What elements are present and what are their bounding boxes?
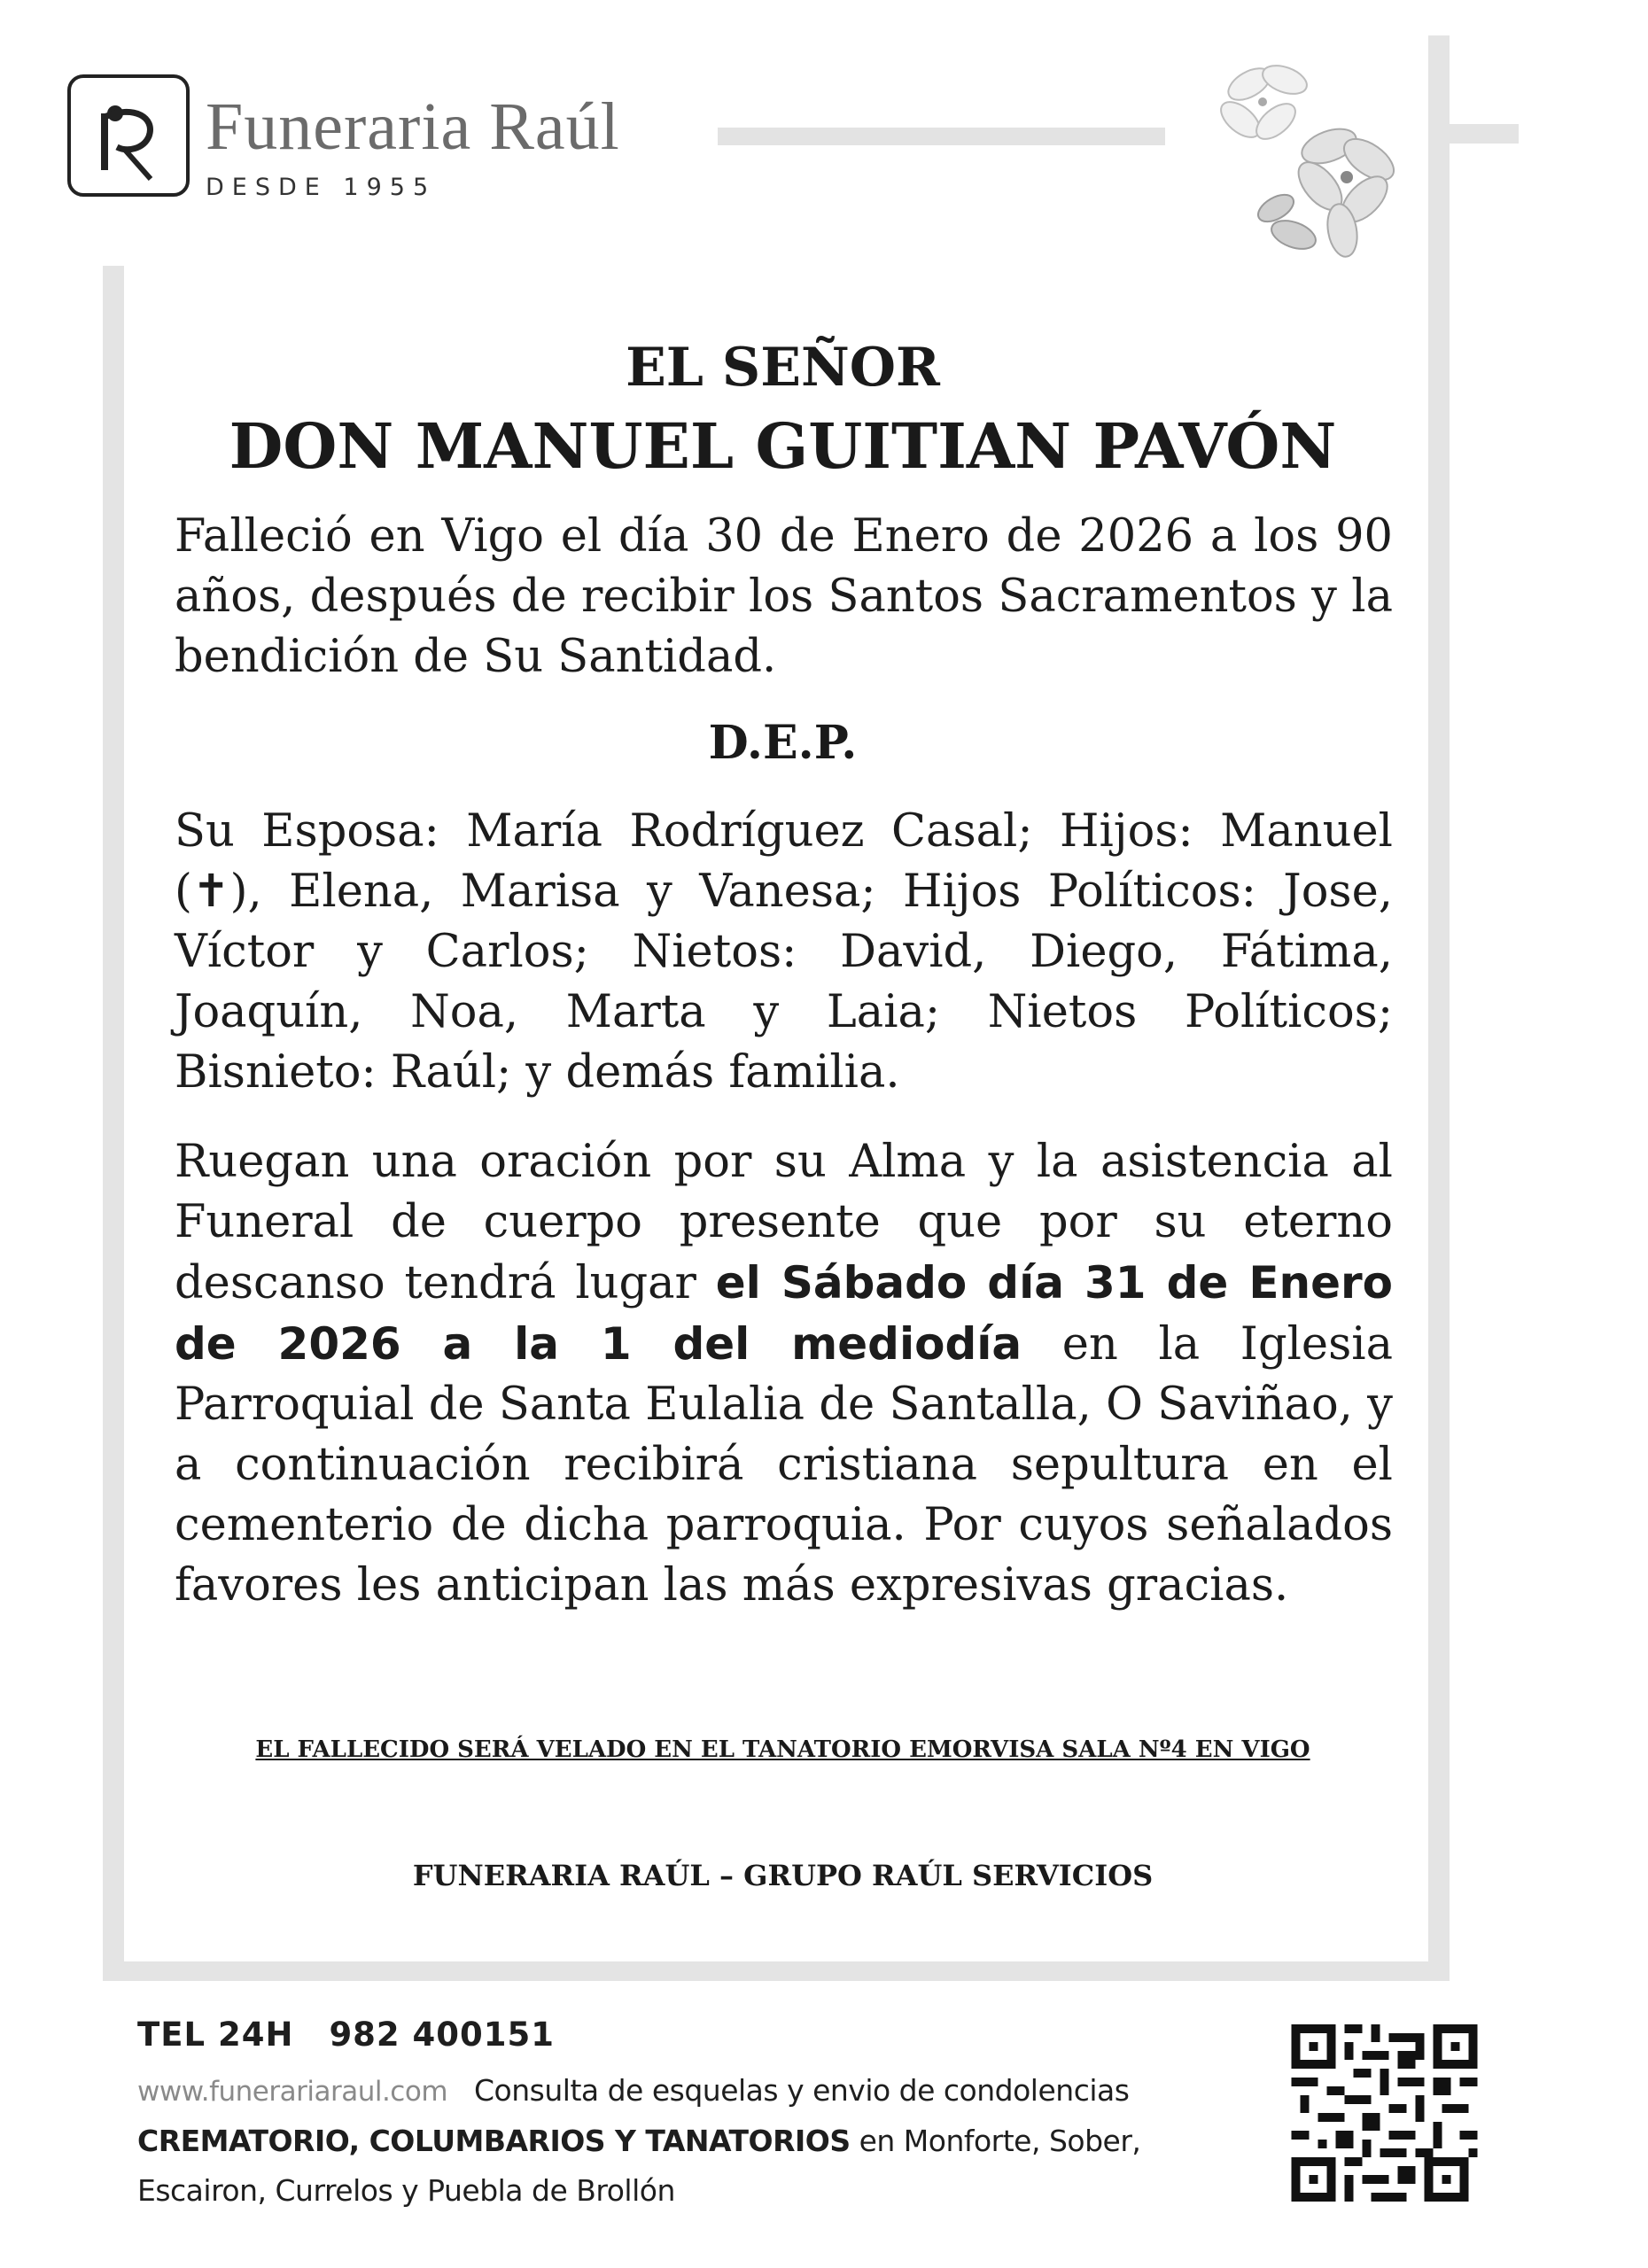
brand-name: Funeraria Raúl: [206, 89, 620, 164]
phone-line: [137, 2016, 1227, 2054]
family-text-before: Su Esposa: María Rodríguez Casal; Hijos: Manuel (: [175, 805, 1393, 918]
footer-text-2: en Monforte, Sober, Escairon, Currelos y Puebla de Brollón: [137, 2124, 1141, 2208]
phone-label: TEL 24H: [137, 2016, 294, 2054]
funeral-intro: Ruegan una oración por su Alma y la asistencia al Funeral de cuerpo presente que por su eterno descanso tendrá lugar: [175, 1136, 1393, 1309]
qr-code[interactable]: [1289, 2024, 1480, 2202]
footer-text-1: Consulta de esquelas y envio de condolencias: [474, 2073, 1130, 2108]
footer-services: CREMATORIO, COLUMBARIOS Y TANATORIOS: [137, 2124, 851, 2158]
funeral-rest: en la Iglesia Parroquial de Santa Eulalia de Santalla, O Saviñao, y a continuación recibirá cristiana sepultura en el cementerio de dicha parroquia. Por cuyos señalados favores les anticipan las más expresivas gracias.: [175, 1318, 1393, 1612]
cross-vertical-bar: [1428, 35, 1450, 1980]
family-text-after: ), Elena, Marisa y Vanesa; Hijos Políticos: Jose, Víctor y Carlos; Nietos: David, Diego, Fátima, Joaquín, Noa, Marta y Laia; Nietos Políticos; Bisnieto: Raúl; y demás familia.: [175, 866, 1393, 1099]
flowers-decoration: [1187, 49, 1409, 279]
notice-title-honorific: EL SEÑOR: [626, 337, 940, 399]
notice-title-name: DON MANUEL GUITIAN PAVÓN: [229, 409, 1337, 483]
frame-bottom-border: [103, 1961, 1450, 1981]
header-divider: [718, 128, 1165, 145]
wake-note: EL FALLECIDO SERÁ VELADO EN EL TANATORIO EMORVISA SALA Nº4 EN VIGO: [255, 1736, 1310, 1763]
footer: [137, 2016, 1227, 2216]
funeral-paragraph: [175, 1132, 1393, 1616]
death-paragraph: Falleció en Vigo el día 30 de Enero de 2026 a los 90 años, después de recibir los Santos Sacramentos y la bendición de Su Santidad.: [175, 510, 1393, 683]
footer-info: [137, 2066, 1227, 2216]
logo-box: [67, 74, 190, 197]
phone-number[interactable]: 982 400151: [329, 2016, 556, 2054]
group-name: FUNERARIA RAÚL – GRUPO RAÚL SERVICIOS: [412, 1859, 1154, 1892]
frame-left-border: [103, 266, 124, 1980]
dep-abbreviation: D.E.P.: [708, 716, 858, 770]
logo-r-icon: [71, 78, 186, 193]
cross-icon: ✝: [191, 866, 230, 918]
cross-horizontal-bar: [1446, 124, 1519, 144]
family-paragraph: [175, 802, 1393, 1103]
website-link[interactable]: www.funerariaraul.com: [137, 2076, 448, 2108]
brand-since: DESDE 1955: [206, 174, 437, 201]
funeral-datetime: el Sábado día 31 de Enero de 2026 a la 1 del mediodía: [175, 1257, 1393, 1370]
